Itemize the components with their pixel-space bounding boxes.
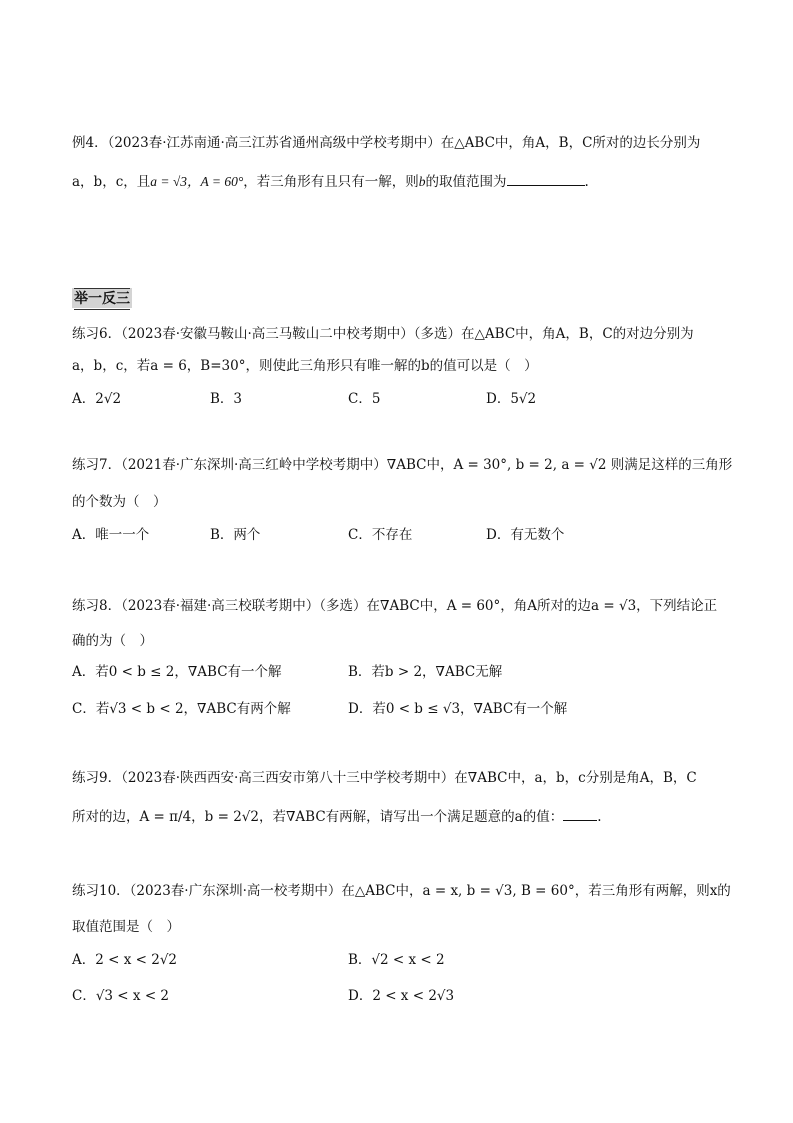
example4-line2 xyxy=(72,171,589,191)
ex10-line1: 练习10．（2023春·广东深圳·高一校考期中）在△ABC中，a = x, b = √3, B = 60°，若三角形有两解，则x的 xyxy=(72,883,731,899)
example4-line2-e: 的取值范围为 xyxy=(425,174,507,190)
ex7-option-b[interactable]: B．两个 xyxy=(210,527,261,543)
ex6-option-d[interactable]: D．5√2 xyxy=(486,391,537,407)
example4-line2-end: . xyxy=(584,174,589,190)
answer-blank[interactable] xyxy=(507,171,585,186)
ex10-option-a[interactable]: A．2 < x < 2√2 xyxy=(72,952,178,968)
ex6-line1: 练习6．（2023春·安徽马鞍山·高三马鞍山二中校考期中）（多选）在△ABC中，角A，B，C的对边分别为 xyxy=(72,326,694,342)
ex6-option-b[interactable]: B．3 xyxy=(210,391,243,407)
example4-line2-a: a，b，c，且 xyxy=(72,174,151,190)
section-title xyxy=(72,288,132,308)
ex7-line1: 练习7．（2021春·广东深圳·高三红岭中学校考期中）∇ABC中，A = 30°, b = 2, a = √2 则满足这样的三角形 xyxy=(72,457,733,473)
ex7-line2: 的个数为（ ） xyxy=(72,494,167,510)
ex10-option-b[interactable]: B．√2 < x < 2 xyxy=(348,952,445,968)
example4-line2-d: b xyxy=(418,174,426,189)
ex6-option-a[interactable]: A．2√2 xyxy=(72,391,122,407)
ex8-line2: 确的为（ ） xyxy=(72,633,153,649)
ex8-option-c[interactable]: C．若√3 < b < 2，∇ABC有两个解 xyxy=(72,701,291,717)
ex6-option-c[interactable]: C．5 xyxy=(348,391,381,407)
ex7-option-d[interactable]: D．有无数个 xyxy=(486,527,565,543)
ex8-option-d[interactable]: D．若0 < b ≤ √3，∇ABC有一个解 xyxy=(348,701,568,717)
ex10-line2: 取值范围是（ ） xyxy=(72,919,180,935)
ex9-line2 xyxy=(72,806,602,826)
example4-line2-c: ，若三角形有且只有一解，则 xyxy=(243,174,419,190)
example4-line1: 例4．（2023春·江苏南通·高三江苏省通州高级中学校考期中）在△ABC中，角A，B，C所对的边长分别为 xyxy=(72,135,701,151)
example4-line2-b: a = √3，A = 60° xyxy=(150,174,244,189)
ex9-line2-end: . xyxy=(597,809,602,825)
ex10-option-d[interactable]: D．2 < x < 2√3 xyxy=(348,988,455,1004)
ex7-option-a[interactable]: A．唯一一个 xyxy=(72,527,150,543)
ex9-line2-text: 所对的边，A = π/4，b = 2√2，若∇ABC有两解，请写出一个满足题意的a的值： xyxy=(72,809,564,825)
ex8-option-b[interactable]: B．若b > 2，∇ABC无解 xyxy=(348,664,503,680)
ex8-option-a[interactable]: A．若0 < b ≤ 2，∇ABC有一个解 xyxy=(72,664,282,680)
ex9-line1: 练习9．（2023春·陕西西安·高三西安市第八十三中学校考期中）在∇ABC中，a，b，c分别是角A，B，C xyxy=(72,770,697,786)
answer-blank[interactable] xyxy=(563,806,597,821)
ex7-option-c[interactable]: C．不存在 xyxy=(348,527,413,543)
ex8-line1: 练习8．（2023春·福建·高三校联考期中）（多选）在∇ABC中，A = 60°，角A所对的边a = √3，下列结论正 xyxy=(72,598,718,614)
ex6-line2: a，b，c，若a = 6，B=30°，则使此三角形只有唯一解的b的值可以是（ ） xyxy=(72,358,538,374)
section-title-text: 举一反三 xyxy=(74,288,130,310)
ex10-option-c[interactable]: C．√3 < x < 2 xyxy=(72,988,170,1004)
